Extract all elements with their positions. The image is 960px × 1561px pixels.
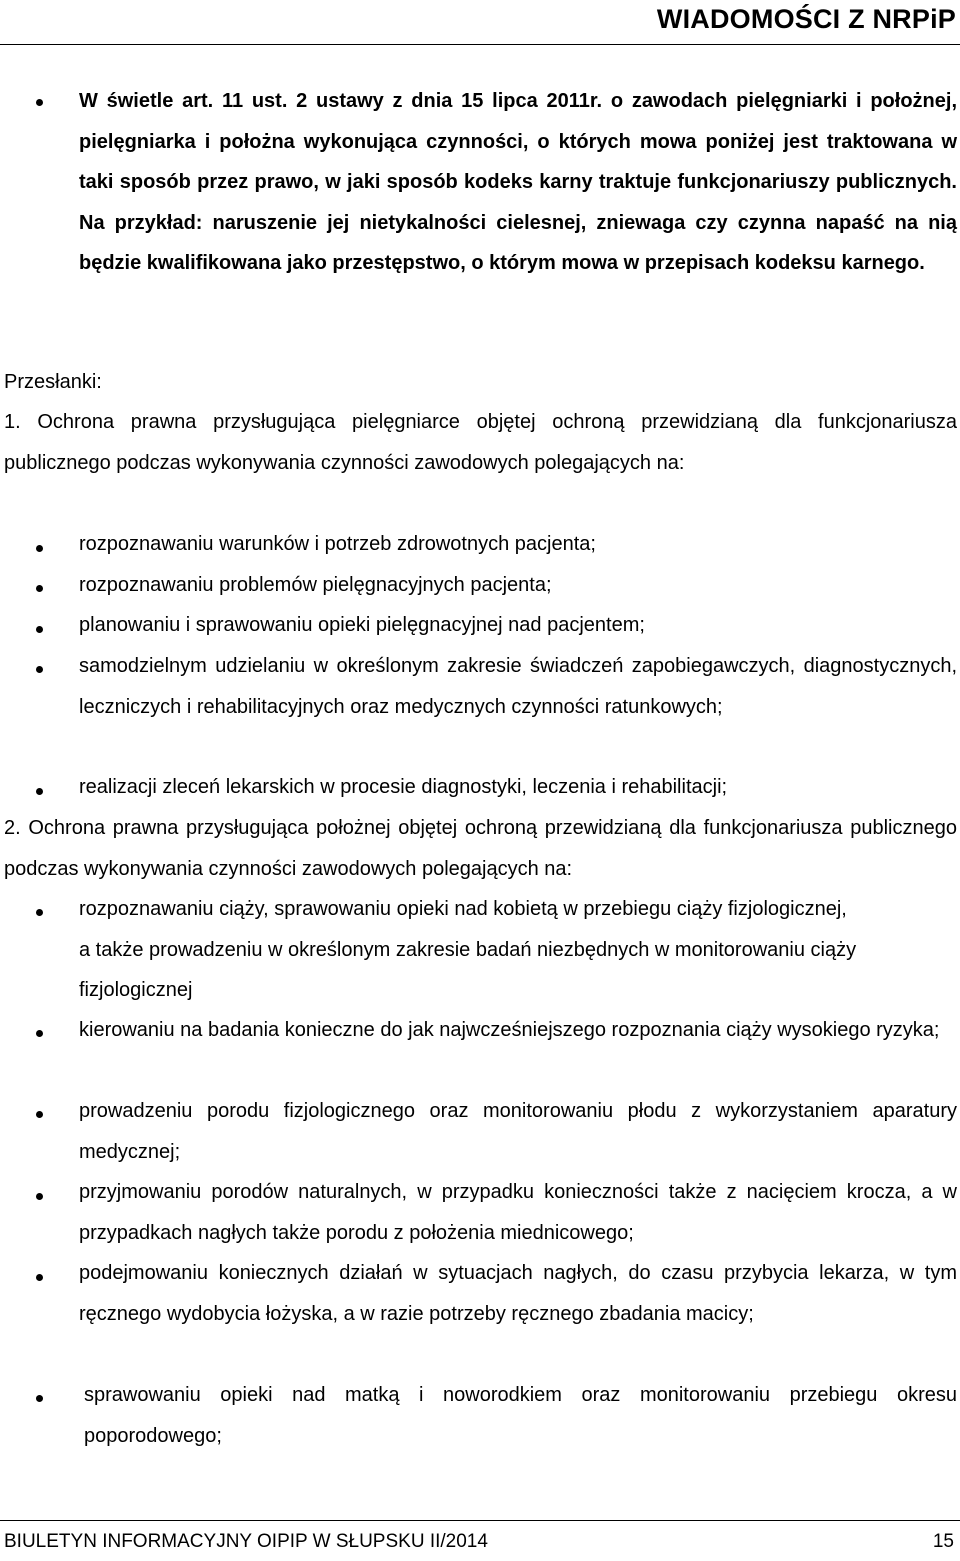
bullet-dot (36, 1030, 43, 1037)
section2-item: przyjmowaniu porodów naturalnych, w przypadku konieczności także z nacięciem krocza, a w przypadkach nagłych także porodu z położenia miednicowego; (79, 1181, 957, 1244)
page-header (0, 0, 960, 45)
bullet-dot (36, 99, 43, 106)
intro-paragraph: W świetle art. 11 ust. 2 ustawy z dnia 15 lipca 2011r. o zawodach pielęgniarki i położnej, pielęgniarka i położna wykonująca czynności, o których mowa poniżej jest traktowana w taki sposób przez prawo, w jaki sposób kodeks karny traktuje funkcjonariuszy publicznych. Na przykład: naruszenie jej nietykalności cielesnej, zniewaga czy czynna napaść na nią będzie kwalifikowana jako przestępstwo, o którym mowa w przepisach kodeksu karnego. (79, 90, 957, 274)
bullet-dot (36, 666, 43, 673)
section2-item: prowadzeniu porodu fizjologicznego oraz monitorowaniu płodu z wykorzystaniem aparatury medycznej; (79, 1100, 957, 1163)
section1-item: rozpoznawaniu problemów pielęgnacyjnych pacjenta; (79, 574, 552, 596)
section1-item: planowaniu i sprawowaniu opieki pielęgnacyjnej nad pacjentem; (79, 614, 645, 636)
section2-item: kierowaniu na badania konieczne do jak najwcześniejszego rozpoznania ciąży wysokiego ryzyka; (79, 1019, 940, 1041)
section1-heading: 1. Ochrona prawna przysługująca pielęgniarce objętej ochroną przewidzianą dla funkcjonariusza publicznego podczas wykonywania czynności zawodowych polegających na: (4, 411, 957, 474)
bullet-dot (36, 585, 43, 592)
bullet-dot (36, 545, 43, 552)
bullet-dot (36, 1274, 43, 1281)
section1-item: samodzielnym udzielaniu w określonym zakresie świadczeń zapobiegawczych, diagnostycznych, leczniczych i rehabilitacyjnych oraz medycznych czynności ratunkowych; (79, 655, 957, 718)
section2-item: sprawowaniu opieki nad matką i noworodkiem oraz monitorowaniu przebiegu okresu poporodowego; (84, 1384, 957, 1447)
header-title: WIADOMOŚCI Z NRPiP (656, 4, 956, 34)
bullet-dot (36, 1193, 43, 1200)
bullet-dot (36, 909, 43, 916)
section2-heading: 2. Ochrona prawna przysługująca położnej objętej ochroną przewidzianą dla funkcjonariusza publicznego podczas wykonywania czynności zawodowych polegających na: (4, 817, 957, 880)
bullet-dot (36, 788, 43, 795)
section2-item: rozpoznawaniu ciąży, sprawowaniu opieki nad kobietą w przebiegu ciąży fizjologicznej, a także prowadzeniu w określonym zakresie badań niezbędnych w monitorowaniu ciąży fizjologicznej (79, 898, 857, 1001)
bullet-dot (36, 1111, 43, 1118)
bullet-dot (36, 626, 43, 633)
footer-publication: BIULETYN INFORMACYJNY OIPIP W SŁUPSKU II/2014 (4, 1531, 488, 1552)
footer-page-number: 15 (932, 1531, 954, 1552)
section1-item: rozpoznawaniu warunków i potrzeb zdrowotnych pacjenta; (79, 533, 596, 555)
page-footer (0, 1520, 960, 1561)
section2-item: podejmowaniu koniecznych działań w sytuacjach nagłych, do czasu przybycia lekarza, w tym ręcznego wydobycia łożyska, a w razie potrzeby ręcznego zbadania macicy; (79, 1262, 957, 1325)
bullet-dot (36, 1395, 43, 1402)
section1-item: realizacji zleceń lekarskich w procesie diagnostyki, leczenia i rehabilitacji; (79, 776, 728, 798)
premises-label: Przesłanki: (4, 371, 102, 393)
